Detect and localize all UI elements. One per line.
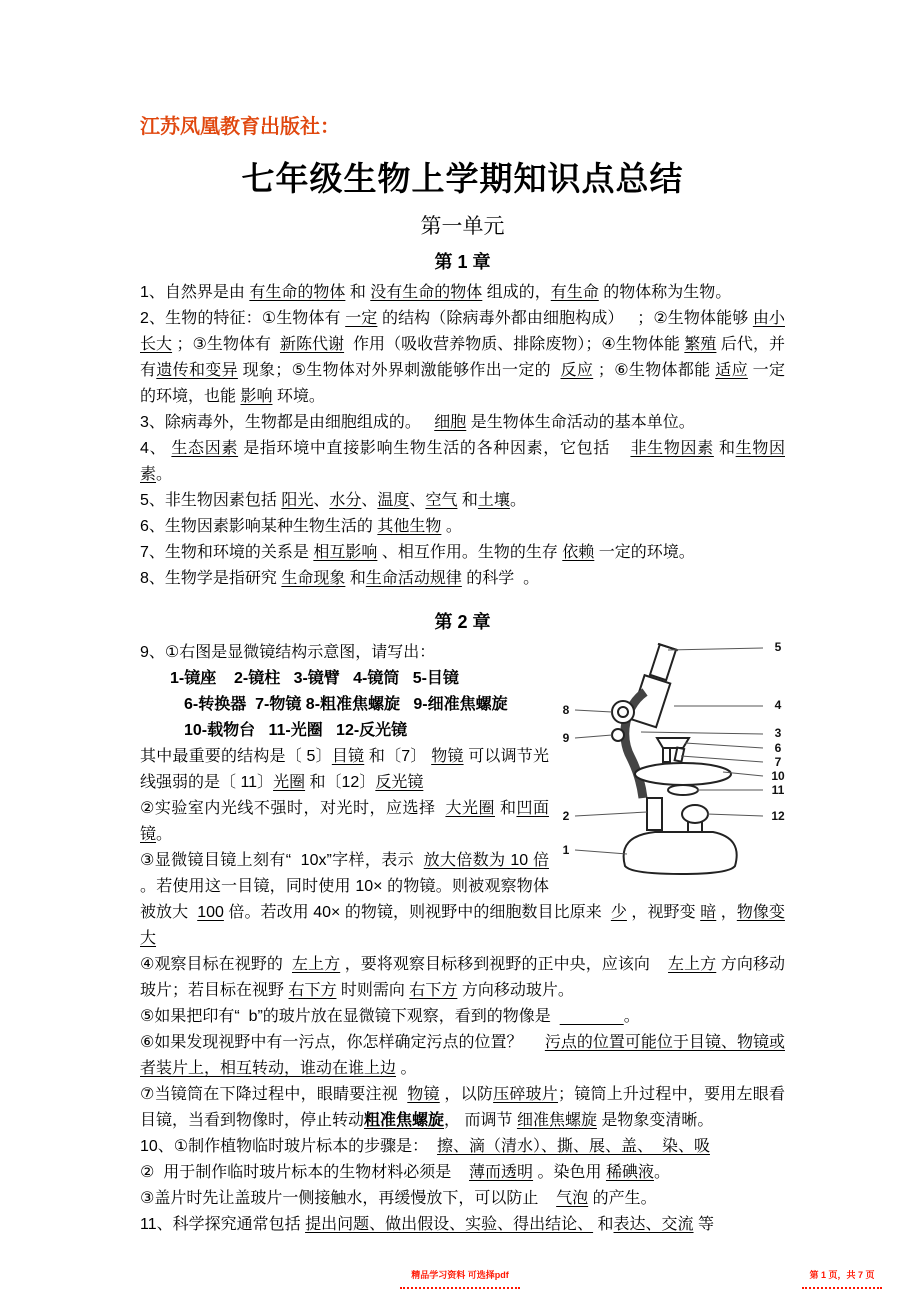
footer-watermark-text: 精品学习资料 可选择pdf [411,1270,509,1280]
publisher-line: 江苏凤凰教育出版社： [140,116,340,138]
footer-watermark [400,1268,520,1289]
microscope-label-2: 2 [562,809,570,823]
paragraph-9-3: ③显微镜目镜上刻有“ 10x”字样，表示 放大倍数为 10 倍 。若使用这一目镜，同时使用 10× 的物镜。则被观察物体被放大 100 倍。若改用 40× 的物镜，则视野中的细胞数目比原来 少 ，视野变 暗 ，物像变大 [140,852,785,947]
paragraph-6: 6、生物因素影响某种生物生活的 其他生物 。 [140,518,462,535]
paragraph-9-7: ⑦当镜筒在下降过程中，眼睛要注视 物镜 ，以防压碎玻片；镜筒上升过程中，要用左眼看目镜，当看到物像时，停止转动粗准焦螺旋， 而调节 细准焦螺旋 是物象变清晰。 [140,1086,785,1129]
paragraph-4: 4、 生态因素 是指环境中直接影响生物生活的各种因素，它包括 非生物因素 和生物因素。 [140,440,785,483]
microscope-label-1: 1 [562,843,570,857]
paragraph-7: 7、生物和环境的关系是 相互影响 、相互作用。生物的生存 依赖 一定的环境。 [140,544,695,561]
page-title: 七年级生物上学期知识点总结 [241,160,684,197]
microscope-label-11: 11 [771,783,785,797]
microscope-parts-line-1: 1-镜座 2-镜柱 3-镜臂 4-镜筒 5-目镜 [170,670,459,687]
microscope-parts-line-3: 10-载物台 11-光圈 12-反光镜 [184,722,408,739]
microscope-label-12: 12 [771,809,785,823]
paragraph-9-6: ⑥如果发现视野中有一污点，你怎样确定污点的位置？ 污点的位置可能位于目镜、物镜或者装片上，相互转动，谁动在谁上边 。 [140,1034,785,1077]
paragraph-10-2: ② 用于制作临时玻片标本的生物材料必须是 薄而透明 。染色用 稀碘液。 [140,1164,670,1181]
microscope-figure [559,640,785,878]
paragraph-2: 2、生物的特征：①生物体有 一定 的结构（除病毒外都由细胞构成） ；②生物体能够 由小长大 ；③生物体有 新陈代谢 作用（吸收营养物质、排除废物）；④生物体能 繁殖 后代，并有遗传和变异 现象；⑤生物体对外界刺激能够作出一定的 反应 ；⑥生物体都能 适应 一定的环境，也能 影响 环境。 [140,310,785,405]
microscope-label-4: 4 [774,698,782,712]
microscope-label-10: 10 [771,769,785,783]
paragraph-8: 8、生物学是指研究 生命现象 和生命活动规律 的科学 。 [140,570,540,587]
paragraph-1: 1、自然界是由 有生命的物体 和 没有生命的物体 组成的，有生命 的物体称为生物。 [140,284,732,301]
microscope-label-3: 3 [774,726,782,740]
microscope-label-8: 8 [562,703,570,717]
paragraph-9-key: 其中最重要的结构是〔 5〕目镜 和〔7〕 物镜 可以调节光线强弱的是〔 11〕光圈 和〔12〕反光镜 [140,748,549,791]
dotted-rule [802,1284,882,1289]
microscope-label-7: 7 [774,755,782,769]
paragraph-10-1: 10、①制作植物临时玻片标本的步骤是： 擦、滴（清水）、撕、展、盖、 染、吸 [140,1138,710,1155]
footer-page-number [802,1268,882,1289]
paragraph-3: 3、除病毒外，生物都是由细胞组成的。 细胞 是生物体生命活动的基本单位。 [140,414,695,431]
paragraph-9-intro: 9、①右图是显微镜结构示意图，请写出： [140,644,436,661]
paragraph-10-3: ③盖片时先让盖玻片一侧接触水，再缓慢放下，可以防止 气泡 的产生。 [140,1190,657,1207]
microscope-drawing [571,640,773,878]
footer-page-number-text: 第 1 页，共 7 页 [809,1270,875,1280]
dotted-rule [400,1284,520,1289]
microscope-label-5: 5 [774,640,782,654]
paragraph-11: 11、科学探究通常包括 提出问题、做出假设、实验、得出结论、 和表达、交流 等 [140,1216,714,1233]
microscope-label-9: 9 [562,731,570,745]
unit-heading: 第一单元 [420,215,505,238]
microscope-label-6: 6 [774,741,782,755]
paragraph-9-4: ④观察目标在视野的 左上方 ，要将观察目标移到视野的正中央，应该向 左上方 方向移动玻片；若目标在视野 右下方 时则需向 右下方 方向移动玻片。 [140,956,785,999]
chapter-2-heading: 第 2 章 [434,612,491,632]
chapter-1-heading: 第 1 章 [434,252,491,272]
paragraph-5: 5、非生物因素包括 阳光、水分、温度、空气 和土壤。 [140,492,526,509]
microscope-parts-line-2: 6-转换器 7-物镜 8-粗准焦螺旋 9-细准焦螺旋 [184,696,508,713]
paragraph-9-5: ⑤如果把印有“ b”的玻片放在显微镜下观察，看到的物像是 。 [140,1008,640,1025]
paragraph-9-2: ②实验室内光线不强时，对光时，应选择 大光圈 和凹面镜。 [140,800,549,843]
